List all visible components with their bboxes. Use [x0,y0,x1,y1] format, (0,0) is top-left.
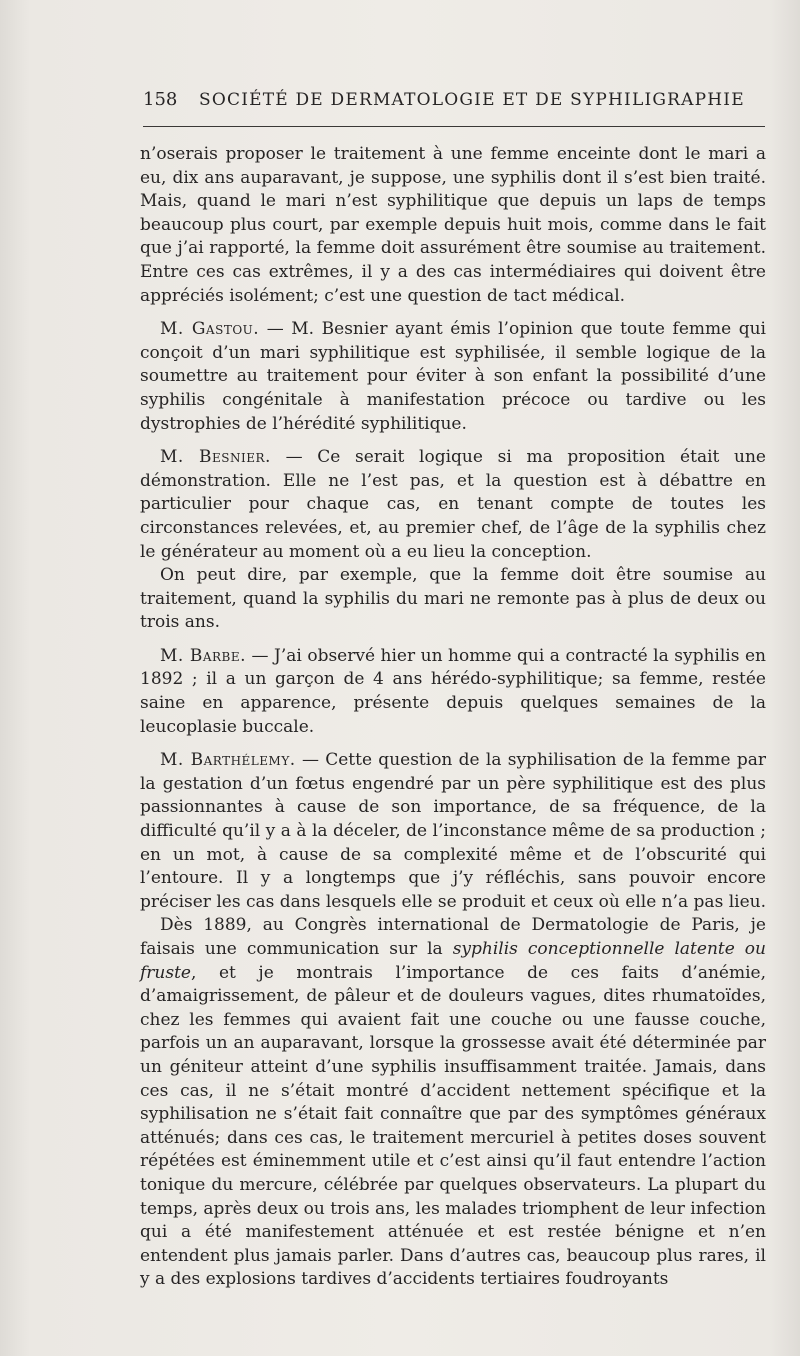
text-1889-a: Dès 1889, au Congrès international de Dermatologie de Paris, je faisais une communication sur la [140,915,766,959]
speaker-besnier: M. Besnier. [160,447,271,468]
speaker-barbe: M. Barbe. [160,645,246,666]
speaker-barthelemy: M. Barthélemy. [160,750,296,771]
paragraph-barthelemy-1889 [140,914,766,1292]
speaker-gastou: M. Gastou. [160,319,260,340]
text-1889-b: , et je montrais l’importance de ces faits d’anémie, d’amaigrissement, de pâleur et de douleurs vagues, dites rhumatoïdes, chez les femmes qui avaient fait une couche ou une fausse couche, parfois un an auparavant, lorsque la grossesse avait été déterminée par un géniteur atteint d’une syphilis insuffisamment traitée. Jamais, dans ces cas, il ne s’était montré d’accident nettement spécifique et la syphilisation ne s’était fait connaître que par des symptômes généraux atténués; dans ces cas, le traitement mercuriel à petites doses souvent répétées est éminemment utile et c’est ainsi qu’il faut entendre l’action tonique du mercure, célébrée par quelques observateurs. La plupart du temps, après deux ou trois ans, les malades triomphent de leur infection qui a été manifestement atténuée et est restée bénigne et n’en entendent plus jamais parler. Dans d’autres cas, beaucoup plus rares, il y a des explosions tardives d’accidents tertiaires foudroyants [140,962,766,1290]
paragraph-barbe [140,645,766,739]
paragraph-gastou [140,318,766,436]
text-barbe: — J’ai observé hier un homme qui a contracté la syphilis en 1892 ; il a un garçon de 4 ans hérédo-syphilitique; sa femme, restée saine en apparence, présente depuis quelques semaines de la leucoplasie buccale. [140,645,766,737]
running-header [143,89,763,119]
page-number: 158 [143,89,178,110]
text-gastou: — M. Besnier ayant émis l’opinion que toute femme qui conçoit d’un mari syphilitique est syphilisée, il semble logique de la soumettre au traitement pour éviter à son enfant la possibilité d’une syphilis congénitale à manifestation précoce ou tardive ou les dystrophies de l’hérédité syphilitique. [140,319,766,434]
text-besnier: — Ce serait logique si ma proposition était une démonstration. Elle ne l’est pas, et la question est à débattre en particulier pour chaque cas, en tenant compte de toutes les circonstances relevées, et, au premier chef, de l’âge de la syphilis chez le générateur au moment où a eu lieu la conception. [140,447,766,562]
text-1889-italic: syphilis conceptionnelle latente ou fruste [140,939,766,983]
paragraph-barthelemy [140,749,766,914]
running-title: SOCIÉTÉ DE DERMATOLOGIE ET DE SYPHILIGRAPHIE [199,90,745,110]
text-barthelemy: — Cette question de la syphilisation de la femme par la gestation d’un fœtus engendré par un père syphilitique est des plus passionnantes à cause de son importance, de sa fréquence, de la difficulté qu’il y a à la déceler, de l’inconstance même de sa production ; en un mot, à cause de sa complexité même et de l’obscurité qui l’entoure. Il y a longtemps que j’y réfléchis, sans pouvoir encore préciser les cas dans lesquels elle se produit et ceux où elle n’a pas lieu. [140,750,766,912]
paragraph-besnier-followup: On peut dire, par exemple, que la femme doit être soumise au traitement, quand la syphilis du mari ne remonte pas à plus de deux ou trois ans. [140,565,766,633]
header-rule [143,126,765,127]
page-body [140,143,766,1292]
paragraph-besnier [140,446,766,564]
paragraph-continuation: n’oserais proposer le traitement à une femme enceinte dont le mari a eu, dix ans auparavant, je suppose, une syphilis dont il s’est bien traité. Mais, quand le mari n’est syphilitique que depuis un laps de temps beaucoup plus court, par exemple depuis huit mois, comme dans le fait que j’ai rapporté, la femme doit assurément être soumise au traitement. Entre ces cas extrêmes, il y a des cas intermédiaires qui doivent être appréciés isolément; c’est une question de tact médical. [140,144,766,306]
